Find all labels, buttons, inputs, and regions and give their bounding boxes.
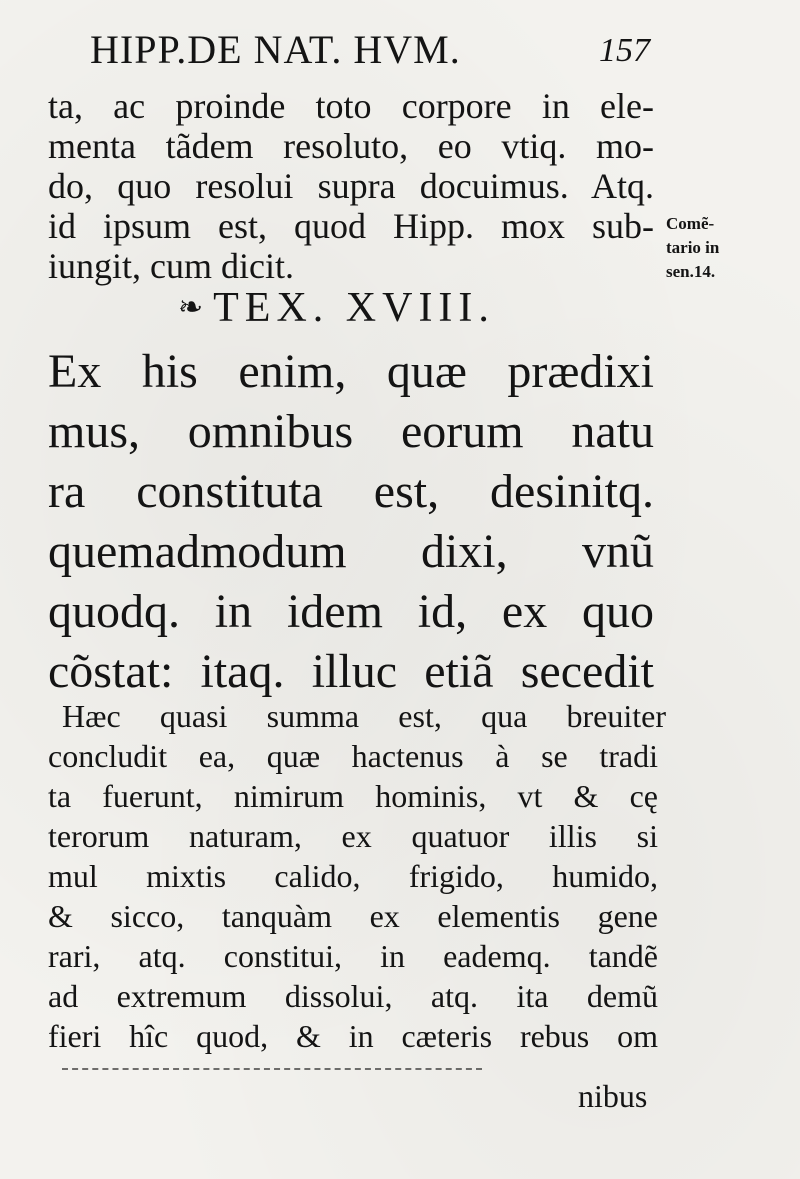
running-head-title: HIPP.DE NAT. HVM. [90, 27, 461, 72]
running-head [90, 26, 650, 86]
commentary-line: Hæc quasi summa est, qua breuiter [62, 698, 666, 734]
text-line: cõstat: itaq. illuc etiã secedit [48, 645, 654, 698]
margin-note-line: Comẽ- [666, 214, 715, 233]
text-line: quemadmodum dixi, vnũ [48, 525, 654, 578]
commentary-line: ad extremum dissolui, atq. ita demũ [48, 978, 658, 1014]
section-heading-label: TEX. XVIII. [213, 285, 495, 331]
margin-note-line: tario in [666, 238, 720, 257]
text-line: quodq. in idem id, ex quo [48, 585, 654, 638]
intro-line: id ipsum est, quod Hipp. mox sub- [48, 206, 654, 246]
commentary-line: concludit ea, quæ hactenus à se tradi [48, 738, 658, 774]
text-line: ra constituta est, desinitq. [48, 465, 654, 518]
intro-line: do, quo resolui supra docuimus. Atq. [48, 166, 654, 206]
commentary-line: mul mixtis calido, frigido, humido, [48, 858, 658, 894]
intro-line: menta tãdem resoluto, eo vtiq. mo- [48, 126, 654, 166]
text-line: Ex his enim, quæ prædixi [48, 345, 654, 398]
section-heading [178, 284, 495, 332]
commentary-line: & sicco, tanquàm ex elementis gene [48, 898, 658, 934]
text-line: mus, omnibus eorum natu [48, 405, 654, 458]
commentary-line: fieri hîc quod, & in cæteris rebus om [48, 1018, 658, 1054]
bottom-rule [62, 1068, 482, 1070]
intro-line: iungit, cum dicit. [48, 246, 294, 286]
margin-note-line: sen.14. [666, 262, 716, 281]
fleuron-ornament: ❧ [178, 291, 204, 324]
commentary-line: rari, atq. constitui, in eademq. tandẽ [48, 938, 658, 974]
margin-note [666, 212, 719, 284]
commentary-line: ta fuerunt, nimirum hominis, vt & cę [48, 778, 658, 814]
page-number: 157 [599, 32, 650, 69]
commentary-line: terorum naturam, ex quatuor illis si [48, 818, 658, 854]
catchword: nibus [578, 1078, 648, 1114]
intro-line: ta, ac proinde toto corpore in ele- [48, 86, 654, 126]
